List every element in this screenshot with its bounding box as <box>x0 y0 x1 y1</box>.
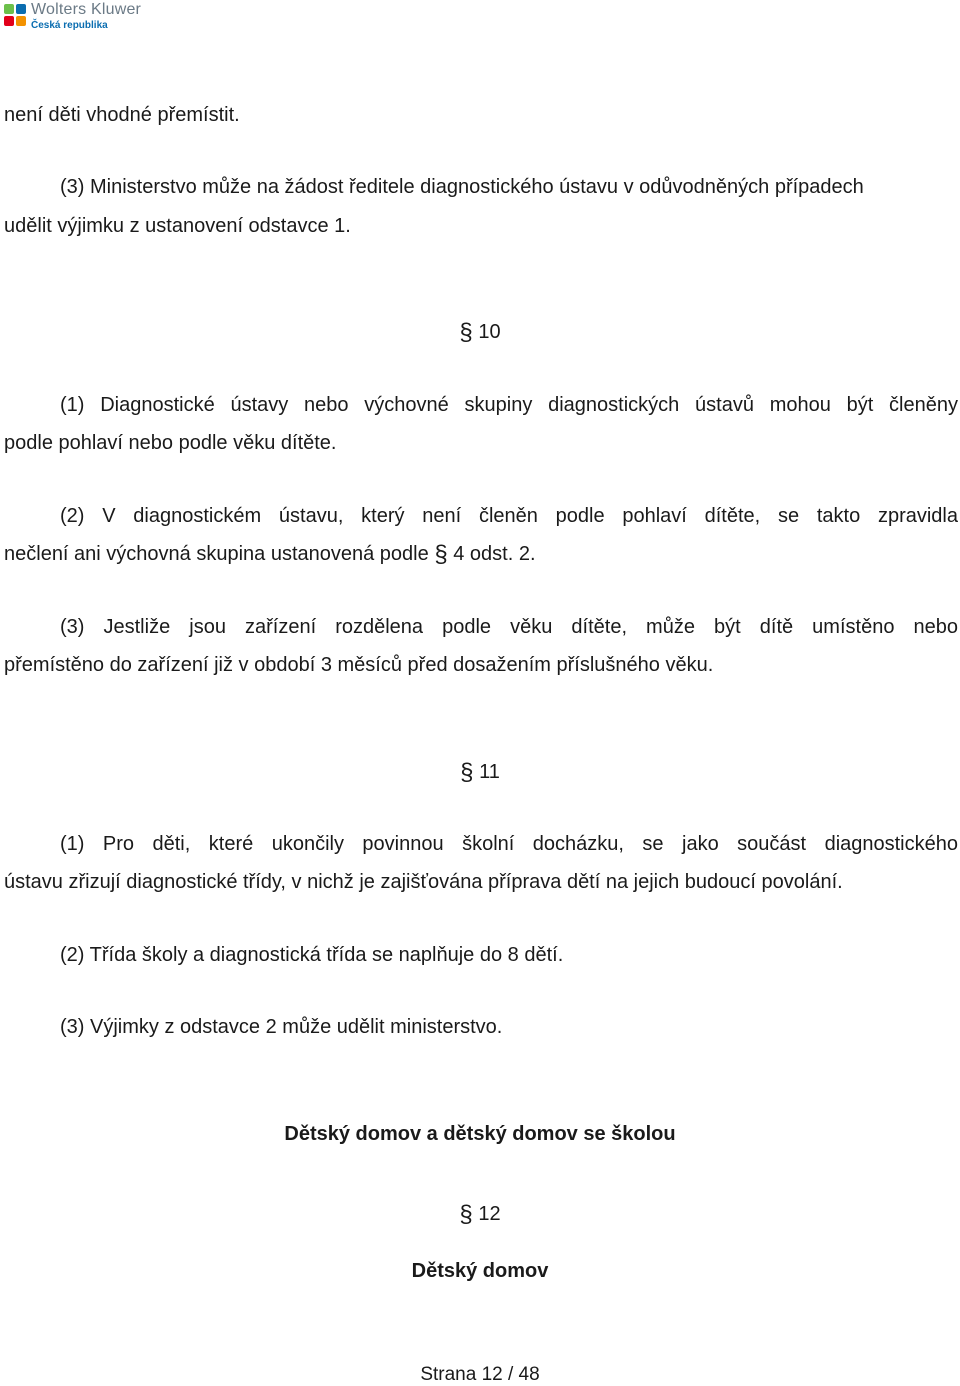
section-number: 11 <box>479 761 500 783</box>
paragraph-line: (2) V diagnostickém ústavu, který není členěn podle pohlaví dítěte, se takto zpravidla <box>60 505 958 527</box>
section-sign: § <box>460 759 474 786</box>
publisher-logo <box>4 2 141 31</box>
paragraph-line: podle pohlaví nebo podle věku dítěte. <box>4 432 337 454</box>
text-span: nečlení ani výchovná skupina ustanovená podle <box>4 543 435 565</box>
page-number: Strana 12 / 48 <box>420 1364 540 1385</box>
section-heading-11 <box>0 760 960 785</box>
paragraph-line: přemístěno do zařízení již v období 3 měsíců před dosažením příslušného věku. <box>4 654 714 676</box>
logo-subtitle: Česká republika <box>31 20 108 31</box>
paragraph-line: (3) Výjimky z odstavce 2 může udělit ministerstvo. <box>60 1016 503 1038</box>
section-number: 10 <box>478 321 501 343</box>
paragraph-line: (3) Jestliže jsou zařízení rozdělena podle věku dítěte, může být dítě umístěno nebo <box>60 616 958 638</box>
text-span: 4 odst. 2. <box>447 543 536 565</box>
part-heading: Dětský domov a dětský domov se školou <box>284 1123 676 1145</box>
paragraph-line <box>4 542 958 567</box>
logo-name: Wolters Kluwer <box>31 1 142 18</box>
section-sign: § <box>434 541 448 568</box>
section-heading-12 <box>0 1202 960 1227</box>
section-sign: § <box>459 319 473 346</box>
paragraph-line: ústavu zřizují diagnostické třídy, v nichž je zajišťována příprava dětí na jejich budoucí povolání. <box>4 871 843 893</box>
section-sign: § <box>459 1201 473 1228</box>
paragraph-line: udělit výjimku z ustanovení odstavce 1. <box>4 215 351 237</box>
section-number: 12 <box>478 1203 501 1225</box>
paragraph-continuation: není děti vhodné přemístit. <box>4 104 240 126</box>
paragraph-line: (2) Třída školy a diagnostická třída se naplňuje do 8 dětí. <box>60 944 564 966</box>
paragraph-line: (1) Diagnostické ústavy nebo výchovné skupiny diagnostických ústavů mohou být členěny <box>60 394 958 416</box>
paragraph-line: (1) Pro děti, které ukončily povinnou školní docházku, se jako součást diagnostického <box>60 833 958 855</box>
wolters-kluwer-logo-icon <box>4 4 26 26</box>
section-heading-10 <box>0 320 960 345</box>
section-title: Dětský domov <box>411 1260 549 1282</box>
paragraph-line: (3) Ministerstvo může na žádost ředitele diagnostického ústavu v odůvodněných případech <box>60 176 864 198</box>
